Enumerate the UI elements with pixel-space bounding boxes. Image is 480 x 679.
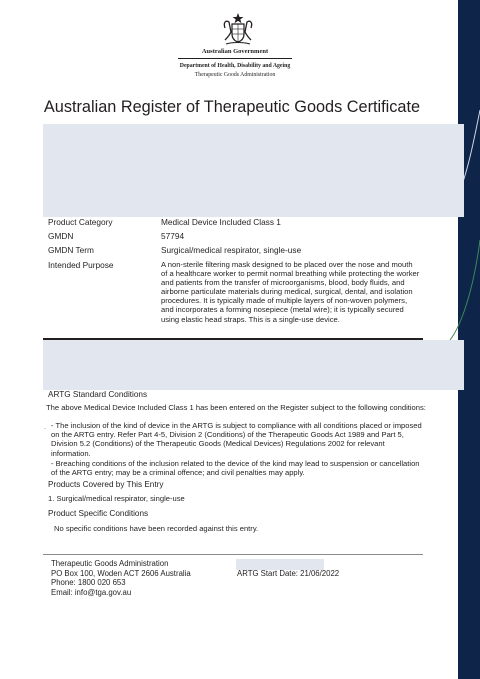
intended-purpose-label: Intended Purpose <box>48 260 114 270</box>
product-category-label: Product Category <box>48 217 113 227</box>
product-item-1: 1. Surgical/medical respirator, single-use <box>48 494 185 503</box>
redacted-block <box>43 124 464 217</box>
footer-divider <box>43 554 423 555</box>
department-name: Department of Health, Disability and Ageing <box>179 63 291 69</box>
gmdn-term-label: GMDN Term <box>48 245 94 255</box>
products-covered-heading: Products Covered by This Entry <box>48 480 164 489</box>
conditions-intro: The above Medical Device Included Class 1 has been entered on the Register subject to the following conditions: <box>46 403 426 412</box>
footer-phone: Phone: 1800 020 653 <box>51 578 126 587</box>
coat-of-arms-icon <box>220 12 256 48</box>
condition-item-1: - The inclusion of the kind of device in the ARTG is subject to compliance with all conditions placed or imposed on the ARTG entry. Refer Part 4-5, Division 2 (Conditions) of the Therapeutic Goods Act 1989 and Part 5, Division 5.2 (Conditions) of the Therapeutic Goods (Medical Devices) Regulations 2002 for relevant information. <box>51 421 422 458</box>
product-category-value: Medical Device Included Class 1 <box>161 217 281 227</box>
bullet: · <box>44 426 46 432</box>
agency-name: Therapeutic Goods Administration <box>194 72 276 78</box>
footer-email: Email: info@tga.gov.au <box>51 588 132 597</box>
condition-item-2: - Breaching conditions of the inclusion related to the device of the kind may lead to suspension or cancellation of the ARTG entry; may be a criminal offence; and civil penalties may apply. <box>51 459 420 478</box>
specific-conditions-heading: Product Specific Conditions <box>48 509 149 518</box>
gmdn-value: 57794 <box>161 231 185 241</box>
specific-conditions-text: No specific conditions have been recorded against this entry. <box>54 524 259 533</box>
gmdn-term-value: Surgical/medical respirator, single-use <box>161 245 302 255</box>
government-name: Australian Government <box>201 48 269 55</box>
gmdn-label: GMDN <box>48 231 74 241</box>
intended-purpose-value: A non-sterile filtering mask designed to be placed over the nose and mouth of a healthcare worker to permit normal breathing while protecting the worker and patients from the transfer of microorganisms, blood, body fluids, and airborne particulate materials during medical, surgical, dental, and isolation procedures. It is typically made of multiple layers of non-woven polymers, and incorporates a forming nosepiece (metal wire); it is typically secured using elastic head straps. This is a single-use device. <box>161 260 420 324</box>
certificate-title: Australian Register of Therapeutic Goods Certificate <box>43 98 421 116</box>
redacted-block <box>43 340 464 390</box>
footer-org: Therapeutic Goods Administration <box>51 559 169 568</box>
standard-conditions-heading: ARTG Standard Conditions <box>48 390 148 399</box>
artg-start-date: ARTG Start Date: 21/06/2022 <box>237 569 340 578</box>
header-divider <box>178 58 292 59</box>
footer-address: PO Box 100, Woden ACT 2606 Australia <box>51 569 191 578</box>
